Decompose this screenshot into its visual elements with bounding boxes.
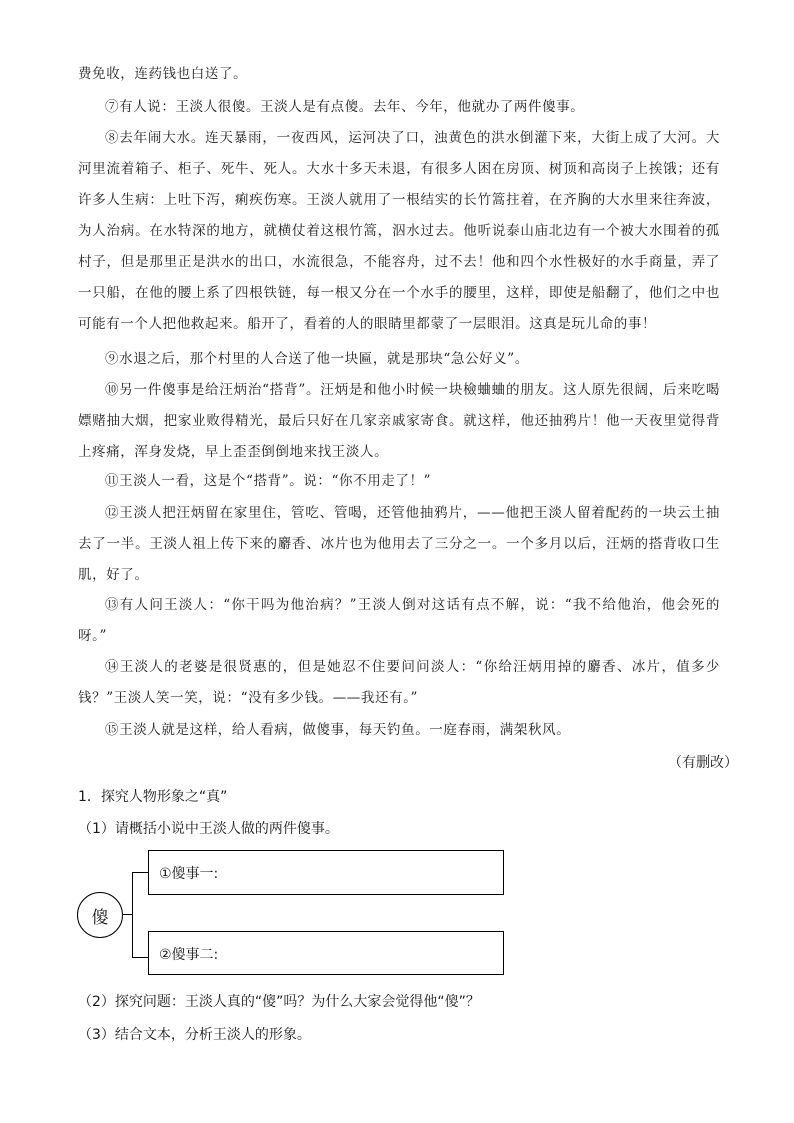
diagram-box-deed-1[interactable] [148,850,504,895]
source-note: （有删改） [668,755,738,771]
question-1-3: （3）结合文本，分析王淡人的形象。 [78,1027,311,1043]
paragraph-7: ⑦有人说：王淡人很傻。王淡人是有点傻。去年、今年，他就办了两件傻事。 [105,99,585,115]
diagram-box-deed-2[interactable] [148,931,504,975]
paragraph-10: ⑩另一件傻事是给汪炳治“搭背”。汪炳是和他小时候一块檢蛐蛐的朋友。这人原先很阔，后来吃喝嫖赌抽大烟，把家业败得精光，最后只好在几家亲戚家寄食。就这样，他还抽鸦片！他一天夜里觉得背上疼痛，浑身发烧，早上歪歪倒倒地来找王淡人。 [78,382,720,460]
question-1-title: 1．探究人物形象之“真” [78,789,228,805]
paragraph-13: ⑬有人问王淡人：“你干吗为他治病？”王淡人倒对这话有点不解，说：“我不给他治，他会死的呀。” [78,597,720,644]
paragraph-8: ⑧去年闹大水。连天暴雨，一夜西风，运河决了口，浊黄色的洪水倒灌下来，大街上成了大河。大河里流着箱子、柜子、死牛、死人。大水十多天未退，有很多人困在房顶、树顶和高岗子上挨饿；还有许多人生病：上吐下泻，痢疾伤寒。王淡人就用了一根结实的长竹篙拄着，在齐胸的大水里来往奔波，为人治病。在水特深的地方，就横仗着这根竹篙，泅水过去。他听说泰山庙北边有一个被大水围着的孤村子，但是那里正是洪水的出口，水流很急，不能容舟，过不去！他和四个水性极好的水手商量，弄了一只船，在他的腰上系了四根铁链，每一根又分在一个水手的腰里，这样，即使是船翻了，他们之中也可能有一个人把他救起来。船开了，看着的人的眼睛里都蒙了一层眼泪。这真是玩儿命的事！ [78,130,720,332]
diagram-box-deed-1-label: ①傻事一: [159,866,219,882]
paragraph-9: ⑨水退之后，那个村里的人合送了他一块匾，就是那块“急公好义”。 [105,351,529,367]
question-1-2: （2）探究问题：王淡人真的“傻”吗？为什么大家会觉得他“傻”？ [78,994,480,1010]
diagram-center-circle [77,892,123,938]
paragraph-12: ⑫王淡人把汪炳留在家里住，管吃、管喝，还管他抽鸦片，——他把王淡人留着配药的一块云土抽去了一半。王淡人祖上传下来的麝香、冰片也为他用去了三分之一。一个多月以后，汪炳的搭背收口生肌，好了。 [78,505,720,583]
diagram-center-label: 傻 [91,907,109,928]
question-1-1: （1）请概括小说中王淡人做的两件傻事。 [78,821,339,837]
diagram-connector-vertical [132,872,133,958]
paragraph-14: ⑭王淡人的老婆是很贤惠的，但是她忍不住要问问淡人：“你给汪炳用掉的麝香、冰片，值多少钱？”王淡人笑一笑，说：“没有多少钱。——我还有。” [78,659,720,706]
diagram-connector-stub [123,914,132,915]
paragraph-11: ⑪王淡人一看，这是个“搭背”。说：“你不用走了！” [105,473,432,489]
diagram-connector-bottom [132,957,148,958]
paragraph-15: ⑮王淡人就是这样，给人看病，做傻事，每天钓鱼。一庭春雨，满架秋风。 [105,722,571,738]
paragraph-continuation: 费免收，连药钱也白送了。 [78,66,248,82]
diagram-box-deed-2-label: ②傻事二: [159,947,219,963]
diagram-connector-top [132,872,148,873]
